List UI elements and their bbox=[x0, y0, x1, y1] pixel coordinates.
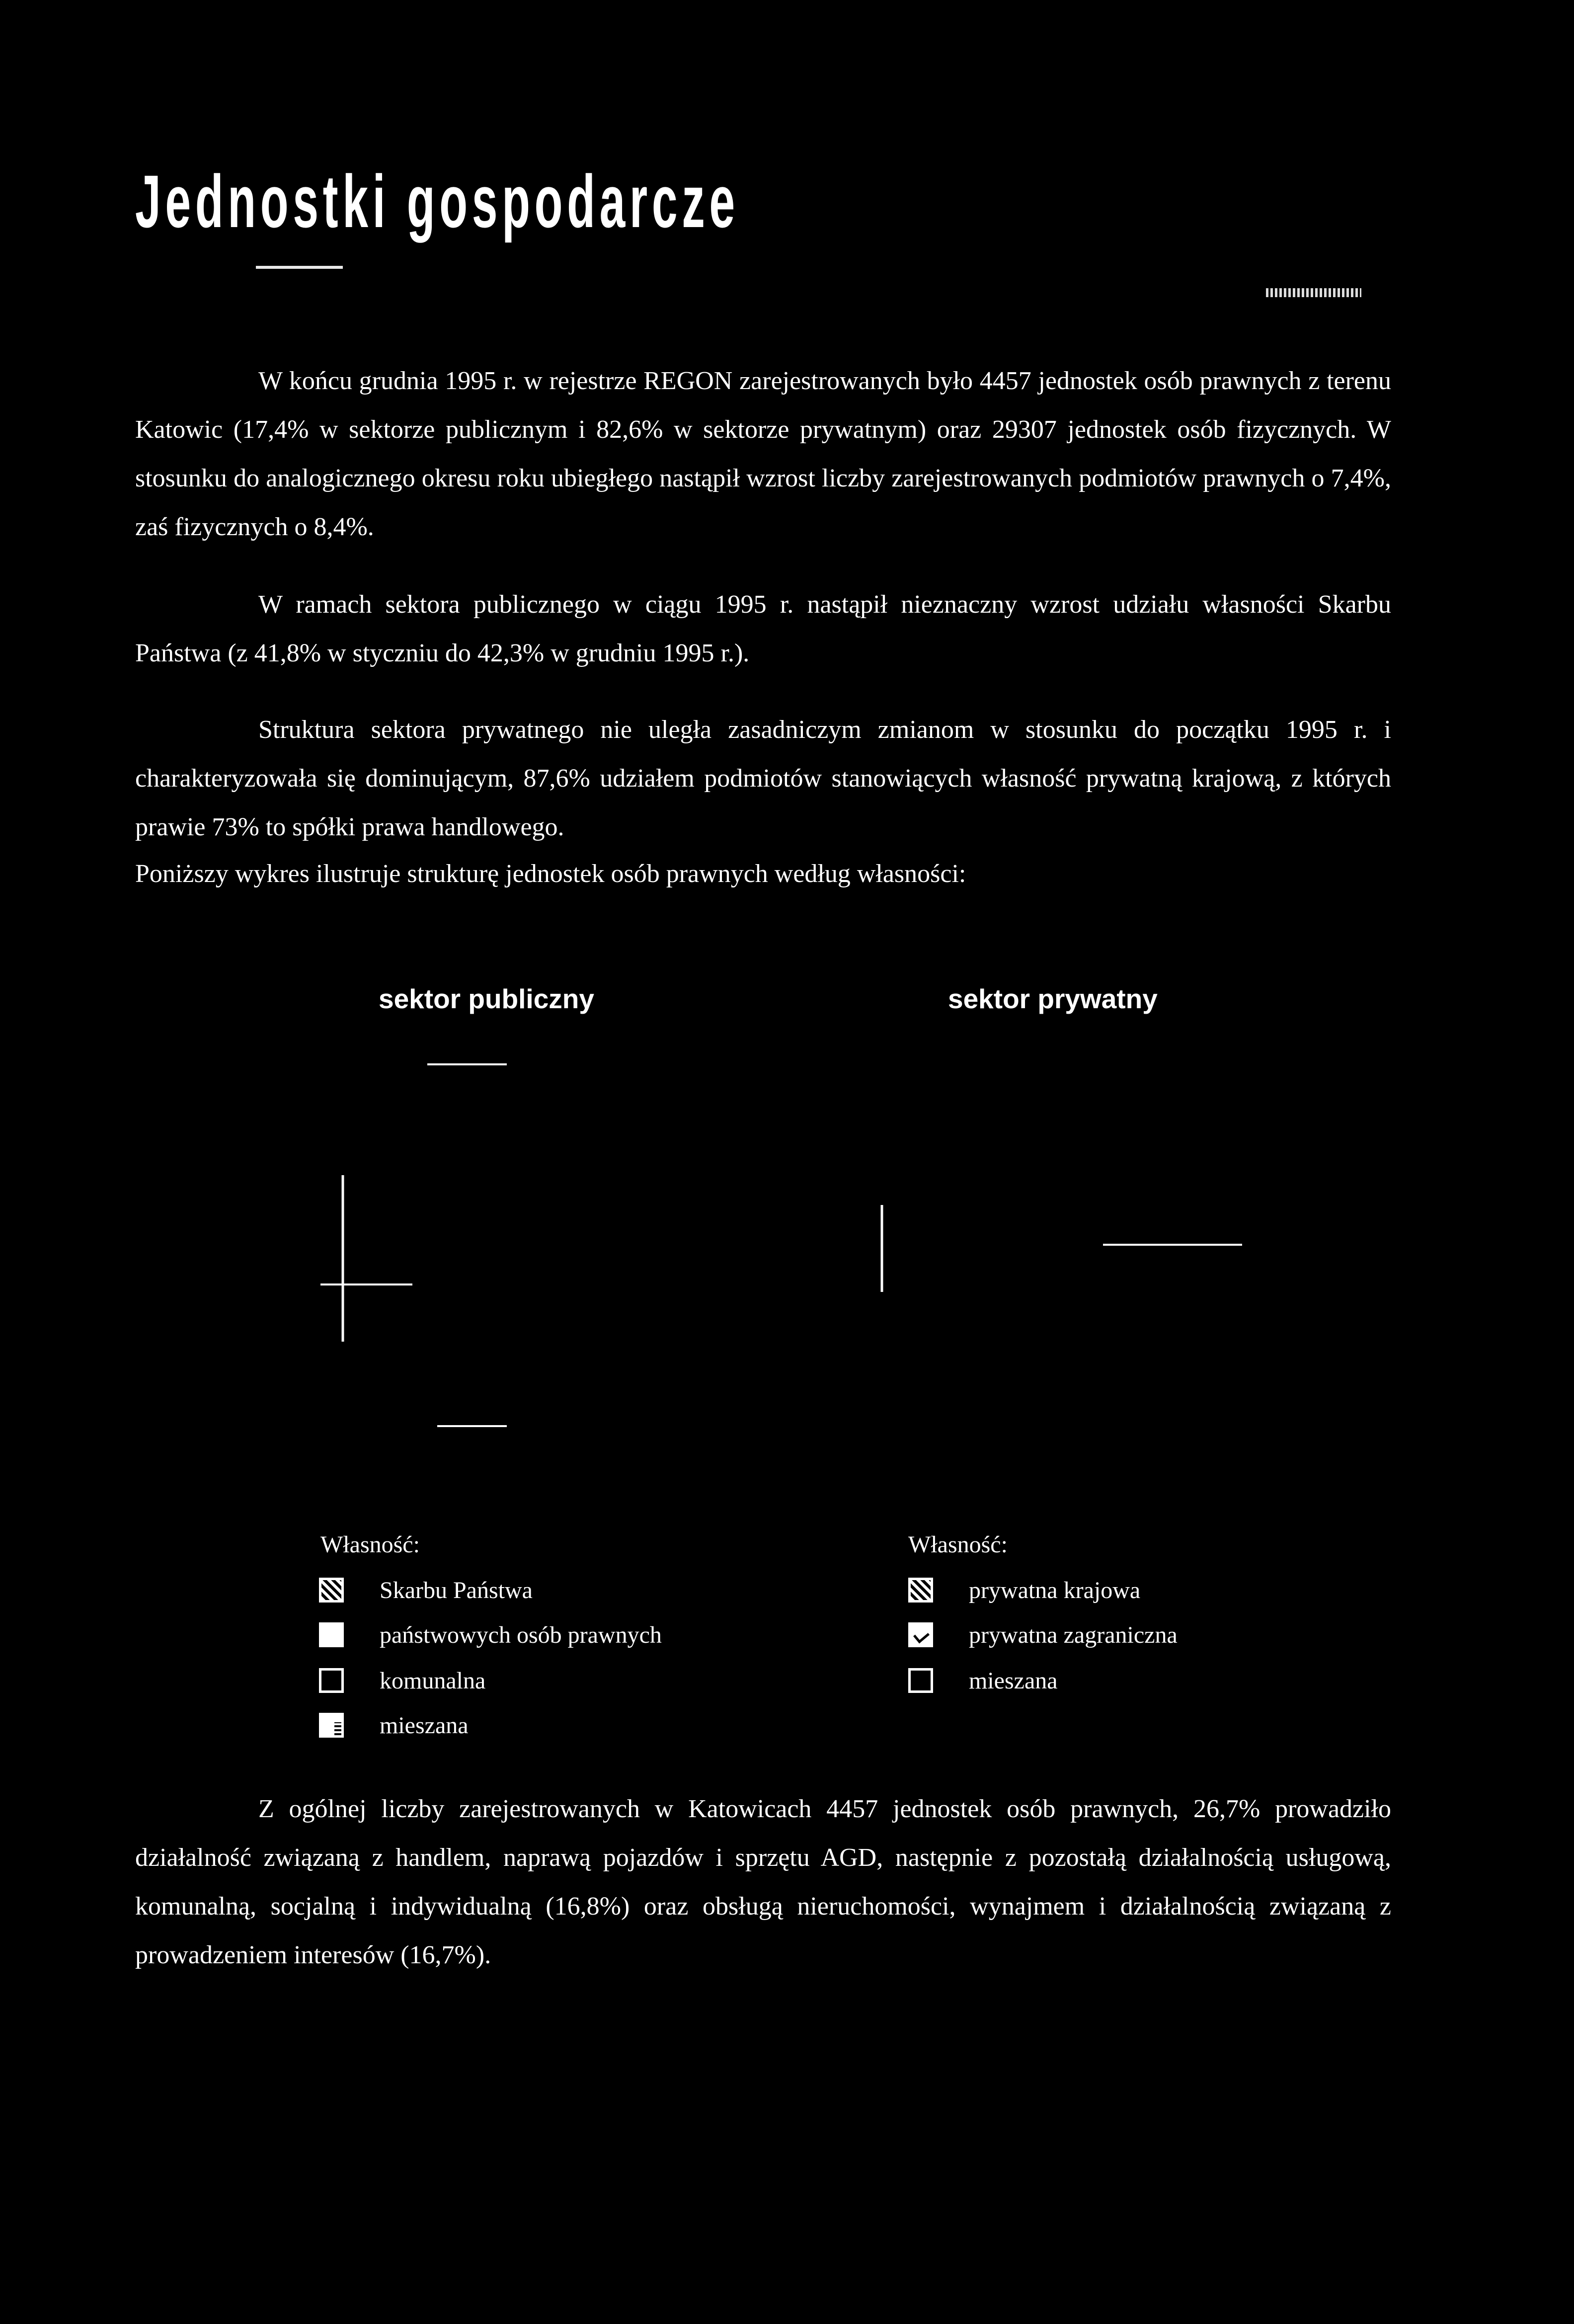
mixed-swatch-icon bbox=[319, 1713, 344, 1738]
legend-item-mieszana-public: mieszana bbox=[319, 1710, 469, 1740]
hatch-swatch-icon bbox=[908, 1578, 933, 1603]
legend-heading-public: Własność: bbox=[320, 1531, 420, 1558]
paragraph-private-sector: Struktura sektora prywatnego nie uległa zasadniczym zmianom w stosunku do początku 1995 r. i charakteryzowała się dominującym, 87,6% udziałem podmiotów stanowiących własność prywatną krajową, z których prawie 73% to spółki prawa handlowego. bbox=[135, 716, 1391, 841]
paragraph-chart-intro: Poniższy wykres ilustruje strukturę jednostek osób prawnych według własności: bbox=[135, 860, 966, 888]
legend-item-prywatna-zagraniczna: prywatna zagraniczna bbox=[908, 1620, 1178, 1650]
legend-heading-private: Własność: bbox=[908, 1531, 1008, 1558]
solid-swatch-icon bbox=[319, 1622, 344, 1647]
empty-swatch-icon bbox=[908, 1668, 933, 1693]
legend-item-prywatna-krajowa: prywatna krajowa bbox=[908, 1575, 1140, 1605]
page-title: Jednostki gospodarcze bbox=[135, 160, 739, 243]
legend-item-mieszana-private: mieszana bbox=[908, 1666, 1058, 1695]
hatch-swatch-icon bbox=[319, 1578, 344, 1603]
chart-title-public: sektor publiczny bbox=[379, 983, 594, 1014]
paragraph-regon: W końcu grudnia 1995 r. w rejestrze REGON zarejestrowanych było 4457 jednostek osób prawnych z terenu Katowic (17,4% w sektorze publicznym i 82,6% w sektorze prywatnym) oraz 29307 jednostek osób fizycznych. W stosunku do analogicznego okresu roku ubiegłego nastąpił wzrost liczby zarejestrowanych podmiotów prawnych o 7,4%, zaś fizycznych o 8,4%. bbox=[135, 367, 1391, 541]
legend-item-komunalna: komunalna bbox=[319, 1666, 485, 1695]
check-swatch-icon bbox=[908, 1622, 933, 1647]
paragraph-activities: Z ogólnej liczby zarejestrowanych w Katowicach 4457 jednostek osób prawnych, 26,7% prowadziło działalność związaną z handlem, naprawą pojazdów i sprzętu AGD, następnie z pozostałą działalnością usługową, komunalną, socjalną i indywidualną (16,8%) oraz obsługą nieruchomości, wynajmem i działalnością związaną z prowadzeniem interesów (16,7%). bbox=[135, 1795, 1391, 1969]
legend-item-panstwowe-osoby-prawne: państwowych osób prawnych bbox=[319, 1620, 662, 1650]
chart-title-private: sektor prywatny bbox=[948, 983, 1158, 1014]
paragraph-public-sector: W ramach sektora publicznego w ciągu 1995 r. nastąpił nieznaczny wzrost udziału własności Skarbu Państwa (z 41,8% w styczniu do 42,3% w grudniu 1995 r.). bbox=[135, 590, 1391, 667]
empty-swatch-icon bbox=[319, 1668, 344, 1693]
legend-item-skarb-panstwa: Skarbu Państwa bbox=[319, 1575, 533, 1605]
